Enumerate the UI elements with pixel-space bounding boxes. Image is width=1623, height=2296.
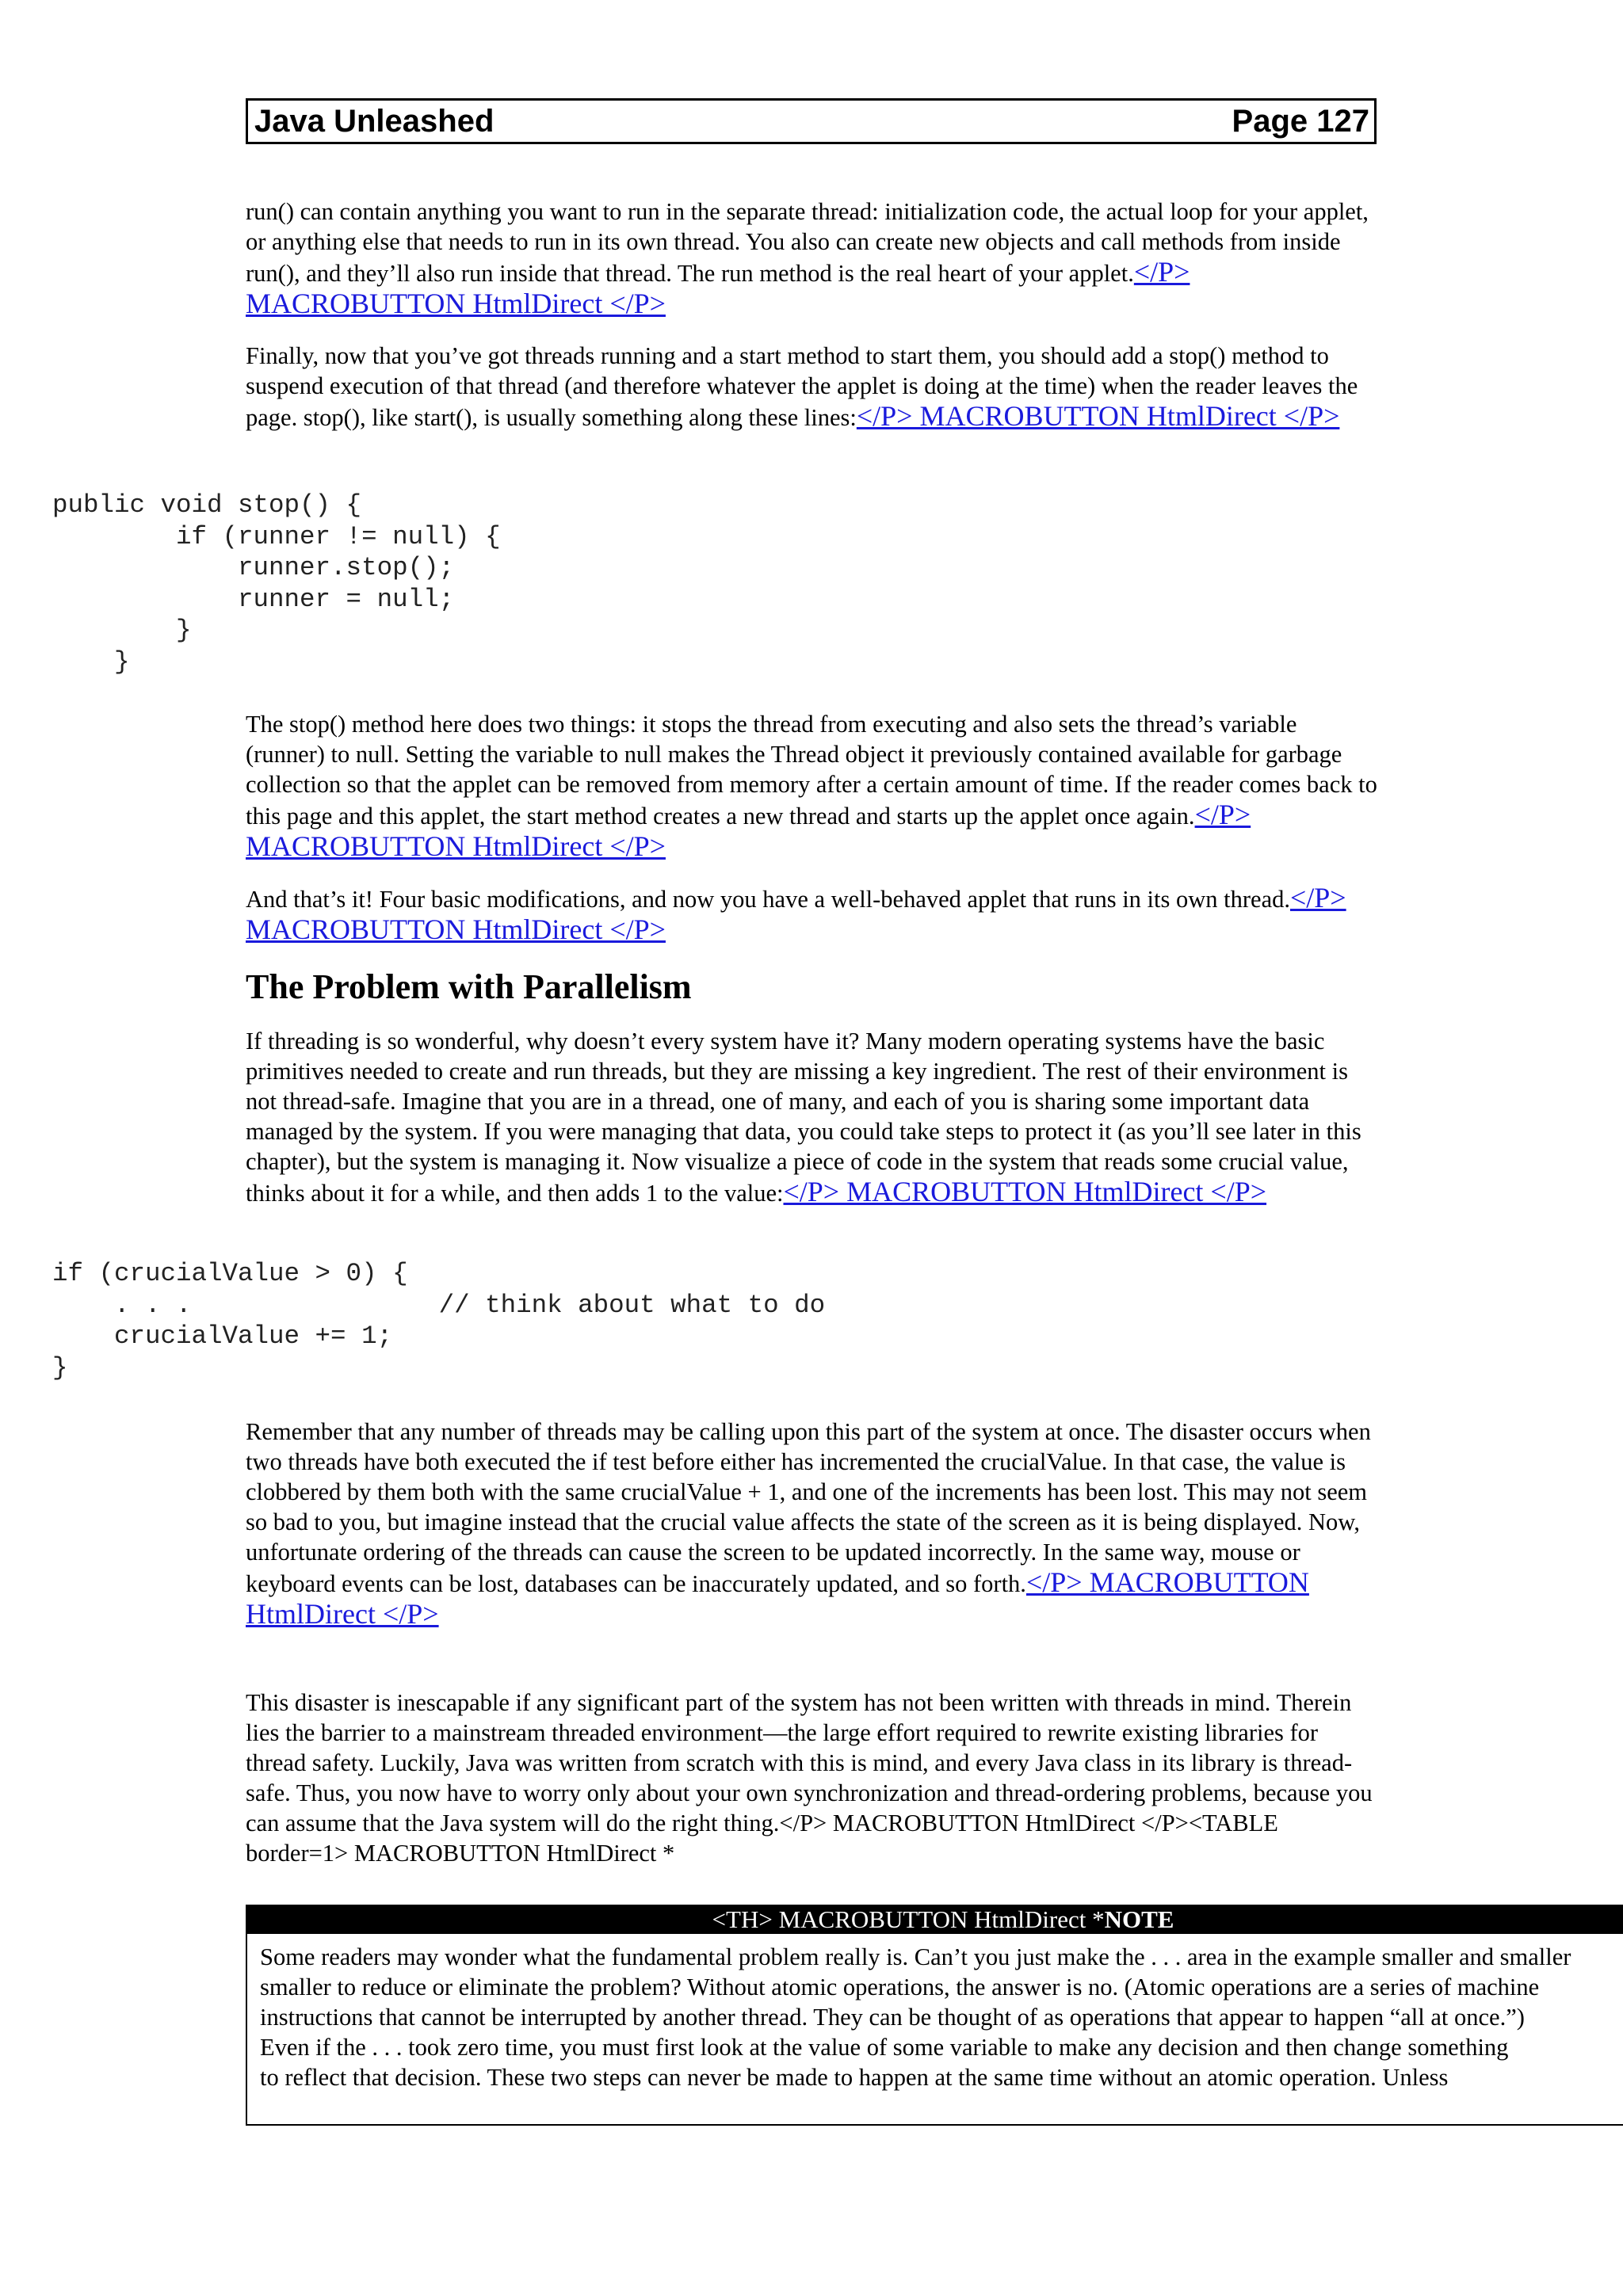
note-header — [246, 1905, 1623, 1934]
note-label: NOTE — [1104, 1905, 1174, 1933]
paragraph-text: Remember that any number of threads may be calling upon this part of the system at once. The disaster occurs when two threads have both executed the if test before either has incremented the crucialValue. In that case, the value is clobbered by them both with the same crucialValue + 1, and one of the increments has been lost. This may not seem so bad to you, but imagine instead that the crucial value affects the state of the screen as it is being displayed. Now, unfortunate ordering of the threads can cause the screen to be updated incorrectly. In the same way, mouse or keyboard events can be lost, databases can be inaccurately updated, and so forth. — [246, 1418, 1371, 1597]
macrobutton-link[interactable]: </P> MACROBUTTON HtmlDirect </P> — [856, 400, 1340, 432]
paragraph-text: Finally, now that you’ve got threads running and a start method to start them, you should add a stop() method to suspend execution of that thread (and therefore whatever the applet is doing at the time) when the reader leaves the page. stop(), like start(), is usually something along these lines: — [246, 342, 1358, 431]
paragraph-stop-explained — [246, 709, 1379, 863]
paragraph-thats-it — [246, 883, 1379, 946]
macrobutton-link[interactable]: </P> MACROBUTTON HtmlDirect </P> — [246, 799, 1251, 862]
note-table — [246, 1905, 1623, 2126]
note-header-text: <TH> MACROBUTTON HtmlDirect * — [712, 1905, 1105, 1933]
paragraph-text: run() can contain anything you want to run in the separate thread: initialization code, the actual loop for your applet, or anything else that needs to run in its own thread. You also can create new objects and call methods from inside run(), and they’ll also run inside that thread. The run method is the real heart of your applet. — [246, 198, 1369, 287]
paragraph-threading-wonderful — [246, 1026, 1379, 1208]
page-number: Page 127 — [1232, 103, 1369, 139]
page-header — [246, 98, 1377, 144]
section-heading: The Problem with Parallelism — [246, 967, 692, 1006]
book-title: Java Unleashed — [254, 103, 495, 139]
paragraph-disaster-occurs — [246, 1417, 1379, 1630]
code-block-stop: public void stop() { if (runner != null) { runner.stop(); runner = null; } } — [52, 490, 501, 677]
paragraph-run-method — [246, 196, 1379, 320]
macrobutton-link[interactable]: </P> MACROBUTTON HtmlDirect </P> — [246, 1566, 1309, 1630]
macrobutton-link[interactable]: </P> MACROBUTTON HtmlDirect </P> — [783, 1176, 1267, 1207]
paragraph-disaster-inescapable: This disaster is inescapable if any significant part of the system has not been written with threads in mind. Therein lies the barrier to a mainstream threaded environment—the large effort required to rewrite existing libraries for thread safety. Luckily, Java was written from scratch with this is mind, and every Java class in its library is thread-safe. Thus, you now have to worry only about your own synchronization and thread-ordering problems, because you can assume that the Java system will do the right thing.</P> MACROBUTTON HtmlDirect </P><TABLE border=1> MACROBUTTON HtmlDirect * — [246, 1689, 1373, 1867]
paragraph-text: If threading is so wonderful, why doesn’t every system have it? Many modern operating systems have the basic primitives needed to create and run threads, but they are missing a key ingredient. The rest of their environment is not thread-safe. Imagine that you are in a thread, one of many, and each of you is sharing some important data managed by the system. If you were managing that data, you could take steps to protect it (as you’ll see later in this chapter), but the system is managing it. Now visualize a piece of code in the system that reads some crucial value, thinks about it for a while, and then adds 1 to the value: — [246, 1028, 1361, 1207]
macrobutton-link[interactable]: </P> MACROBUTTON HtmlDirect </P> — [246, 256, 1190, 319]
macrobutton-link[interactable]: </P> MACROBUTTON HtmlDirect </P> — [246, 882, 1346, 945]
paragraph-text: And that’s it! Four basic modifications, and now you have a well-behaved applet that runs in its own thread. — [246, 886, 1290, 913]
paragraph-stop-intro — [246, 341, 1379, 433]
paragraph-text: The stop() method here does two things: it stops the thread from executing and also sets the thread’s variable (runner) to null. Setting the variable to null makes the Thread object it previously contained available for garbage collection so that the applet can be removed from memory after a certain amount of time. If the reader comes back to this page and this applet, the start method creates a new thread and starts up the applet once again. — [246, 711, 1377, 830]
note-body: Some readers may wonder what the fundamental problem really is. Can’t you just make the . . . area in the example smaller and smaller smaller to reduce or eliminate the problem? Without atomic operations, the answer is no. (Atomic operations are a series of machine instructions that cannot be interrupted by another thread. They can be thought of as operations that appear to happen “all at once.”) Even if the . . . took zero time, you must first look at the value of some variable to make any decision and then change something to reflect that decision. These two steps can never be made to happen at the same time without an atomic operation. Unless — [246, 1934, 1623, 2126]
code-block-crucial-value: if (crucialValue > 0) { . . . // think about what to do crucialValue += 1; } — [52, 1259, 826, 1383]
